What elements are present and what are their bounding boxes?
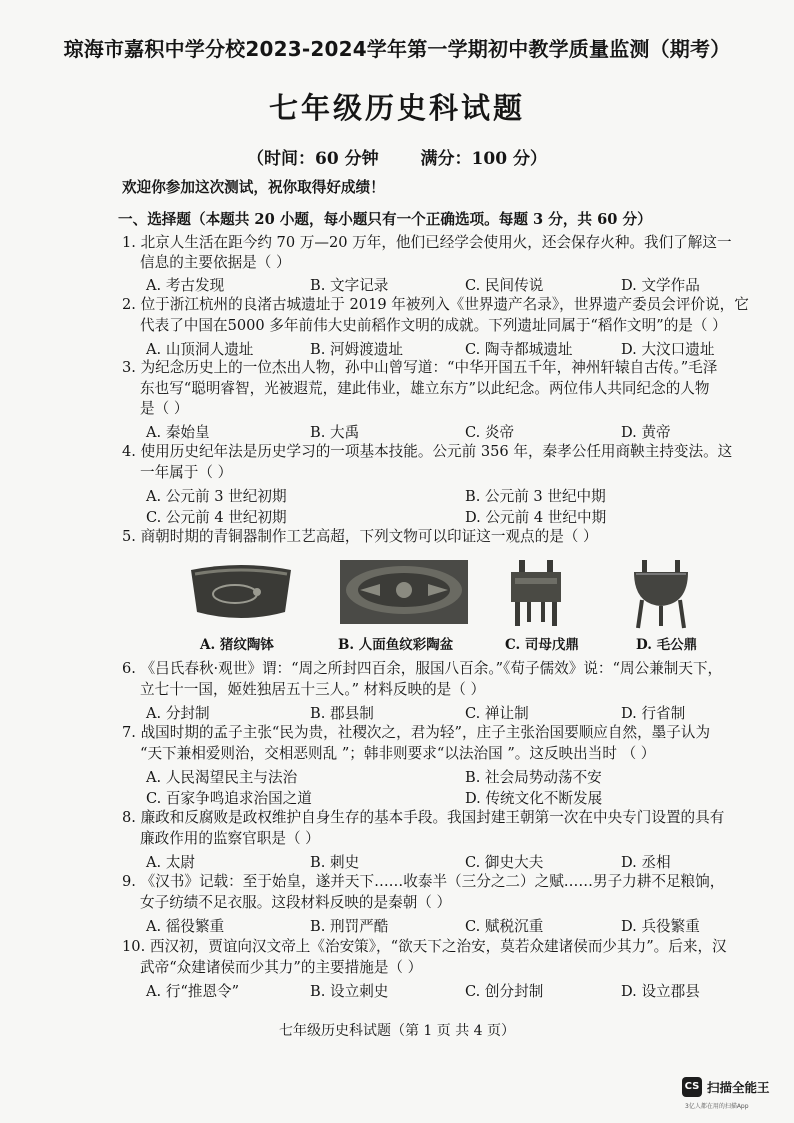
q4-options-row1 xyxy=(140,485,780,504)
q7-stem-line1: 7. 战国时期的孟子主张“民为贵，社稷次之，君为轻”，庄子主张治国要顺应自然，墨子认为 xyxy=(122,724,711,741)
q2-stem-line1: 2. 位于浙江杭州的良渚古城遗址于 2019 年被列入《世界遗产名录》，世界遗产委员会评价说，它 xyxy=(122,296,749,313)
pig-pattern-bowl-image xyxy=(185,560,297,626)
q1-option-b: B. 文字记录 xyxy=(310,277,389,294)
full-score: 满分：100 分） xyxy=(420,149,547,169)
q3-option-b: B. 大禹 xyxy=(310,424,360,441)
q8-option-a: A. 太尉 xyxy=(146,854,196,871)
q3-option-d: D. 黄帝 xyxy=(621,424,671,441)
q3-stem-line2: 东也写“聪明睿智，光被遐荒，建此伟业，雄立东方”以此纪念。两位伟人共同纪念的人物 xyxy=(140,380,710,397)
q10-options xyxy=(140,980,780,999)
q5-stem-line1: 5. 商朝时期的青铜器制作工艺高超，下列文物可以印证这一观点的是（ ） xyxy=(122,528,598,545)
q8-option-b: B. 刺史 xyxy=(310,854,360,871)
q8-stem-line2: 廉政作用的监察官职是（ ） xyxy=(140,830,320,847)
section-heading: 一、选择题（本题共 20 小题，每小题只有一个正确选项。每题 3 分，共 60 分） xyxy=(118,211,652,228)
q9-option-d: D. 兵役繁重 xyxy=(621,918,700,935)
q8-option-d: D. 丞相 xyxy=(621,854,671,871)
q4-option-d: D. 公元前 4 世纪中期 xyxy=(465,509,607,526)
q3-options xyxy=(140,421,780,440)
q8-option-c: C. 御史大夫 xyxy=(465,854,544,871)
caption-a: A. 猪纹陶钵 xyxy=(200,637,274,653)
camscanner-name: 扫描全能王 xyxy=(707,1080,770,1095)
q1-stem-line1: 1. 北京人生活在距今约 70 万—20 万年，他们已经学会使用火，还会保存火种。我们了解这一 xyxy=(122,234,732,251)
camscanner-tagline: 3亿人都在用的扫描App xyxy=(685,1103,749,1110)
page-footer: 七年级历史科试题（第 1 页 共 4 页） xyxy=(278,1023,516,1039)
time-limit: （时间：60 分钟 xyxy=(247,149,379,169)
q7-stem-line2: “天下兼相爱则治，交相恶则乱 ”；韩非则要求“以法治国 ”。这反映出当时 （ ） xyxy=(140,745,656,762)
fish-face-basin-image xyxy=(340,560,468,628)
welcome-text: 欢迎你参加这次测试，祝你取得好成绩！ xyxy=(122,179,385,196)
q1-options xyxy=(140,274,780,293)
camscanner-logo-icon: CS xyxy=(682,1077,702,1097)
time-score-line xyxy=(0,144,794,169)
q6-option-b: B. 郡县制 xyxy=(310,705,374,722)
maogong-ding-image xyxy=(630,560,692,634)
q7-option-a: A. 人民渴望民主与法治 xyxy=(146,769,298,786)
simuwu-ding-image xyxy=(505,560,567,634)
q3-option-c: C. 炎帝 xyxy=(465,424,515,441)
q7-options-row2 xyxy=(140,787,780,806)
q10-stem-line2: 武帝“众建诸侯而少其力”的主要措施是（ ） xyxy=(140,959,423,976)
q7-option-b: B. 社会局势动荡不安 xyxy=(465,769,602,786)
q3-stem-line1: 3. 为纪念历史上的一位杰出人物，孙中山曾写道：“中华开国五千年，神州轩辕自古传。”毛泽 xyxy=(122,359,718,376)
q4-stem-line2: 一年属于（ ） xyxy=(140,464,233,481)
q6-stem-line2: 立七十一国，姬姓独居五十三人。” 材料反映的是（ ） xyxy=(140,681,486,698)
q9-option-c: C. 赋税沉重 xyxy=(465,918,544,935)
q8-stem-line1: 8. 廉政和反腐败是政权维护自身生存的基本手段。我国封建王朝第一次在中央专门设置的具有 xyxy=(122,809,725,826)
q2-option-c: C. 陶寺都城遗址 xyxy=(465,341,573,358)
q2-options xyxy=(140,338,780,357)
q10-option-b: B. 设立刺史 xyxy=(310,983,389,1000)
q3-option-a: A. 秦始皇 xyxy=(146,424,210,441)
q1-option-c: C. 民间传说 xyxy=(465,277,544,294)
q10-option-d: D. 设立郡县 xyxy=(621,983,700,1000)
q1-option-a: A. 考古发现 xyxy=(146,277,225,294)
q10-option-c: C. 创分封制 xyxy=(465,983,544,1000)
q4-option-b: B. 公元前 3 世纪中期 xyxy=(465,488,606,505)
q8-options xyxy=(140,851,780,870)
q6-options xyxy=(140,702,780,721)
q10-stem-line1: 10. 西汉初，贾谊向汉文帝上《治安策》，“欲天下之治安，莫若众建诸侯而少其力”。后来，汉 xyxy=(122,938,727,955)
caption-b: B. 人面鱼纹彩陶盆 xyxy=(338,637,454,653)
q9-option-b: B. 刑罚严酷 xyxy=(310,918,389,935)
q4-options-row2 xyxy=(140,506,780,525)
q9-stem-line1: 9. 《汉书》记载：至于始皇，遂并天下……收泰半（三分之二）之赋……男子力耕不足粮饷， xyxy=(122,873,725,890)
q2-option-d: D. 大汶口遗址 xyxy=(621,341,715,358)
q6-option-a: A. 分封制 xyxy=(146,705,210,722)
q1-option-d: D. 文学作品 xyxy=(621,277,700,294)
q5-artifact-images xyxy=(170,560,730,660)
q2-stem-line2: 代表了中国在5000 多年前伟大史前稻作文明的成就。下列遗址同属于“稻作文明”的是（ ） xyxy=(140,317,727,334)
q2-option-b: B. 河姆渡遗址 xyxy=(310,341,403,358)
caption-c: C. 司母戊鼎 xyxy=(505,637,579,653)
caption-d: D. 毛公鼎 xyxy=(636,637,698,653)
camscanner-watermark xyxy=(682,1077,788,1117)
q3-stem-line3: 是（ ） xyxy=(140,400,189,417)
school-header: 琼海市嘉积中学分校2023-2024学年第一学期初中教学质量监测（期考） xyxy=(63,37,731,61)
q9-stem-line2: 女子纺绩不足衣服。这段材料反映的是秦朝（ ） xyxy=(140,894,452,911)
q9-options xyxy=(140,915,780,934)
q1-stem-line2: 信息的主要依据是（ ） xyxy=(140,254,291,271)
q6-option-d: D. 行省制 xyxy=(621,705,686,722)
q4-option-a: A. 公元前 3 世纪初期 xyxy=(146,488,287,505)
q6-option-c: C. 禅让制 xyxy=(465,705,529,722)
q10-option-a: A. 行“推恩令” xyxy=(146,983,240,1000)
q4-stem-line1: 4. 使用历史纪年法是历史学习的一项基本技能。公元前 356 年，秦孝公任用商鞅主持变法。这 xyxy=(122,443,733,460)
q6-stem-line1: 6. 《吕氏春秋·观世》谓：“周之所封四百余，服国八百余。”《荀子儒效》说：“周公兼制天下， xyxy=(122,660,723,677)
q7-options-row1 xyxy=(140,766,780,785)
q2-option-a: A. 山顶洞人遗址 xyxy=(146,341,254,358)
exam-title: 七年级历史科试题 xyxy=(268,91,525,125)
q4-option-c: C. 公元前 4 世纪初期 xyxy=(146,509,287,526)
q7-option-d: D. 传统文化不断发展 xyxy=(465,790,603,807)
q7-option-c: C. 百家争鸣追求治国之道 xyxy=(146,790,312,807)
q9-option-a: A. 徭役繁重 xyxy=(146,918,225,935)
